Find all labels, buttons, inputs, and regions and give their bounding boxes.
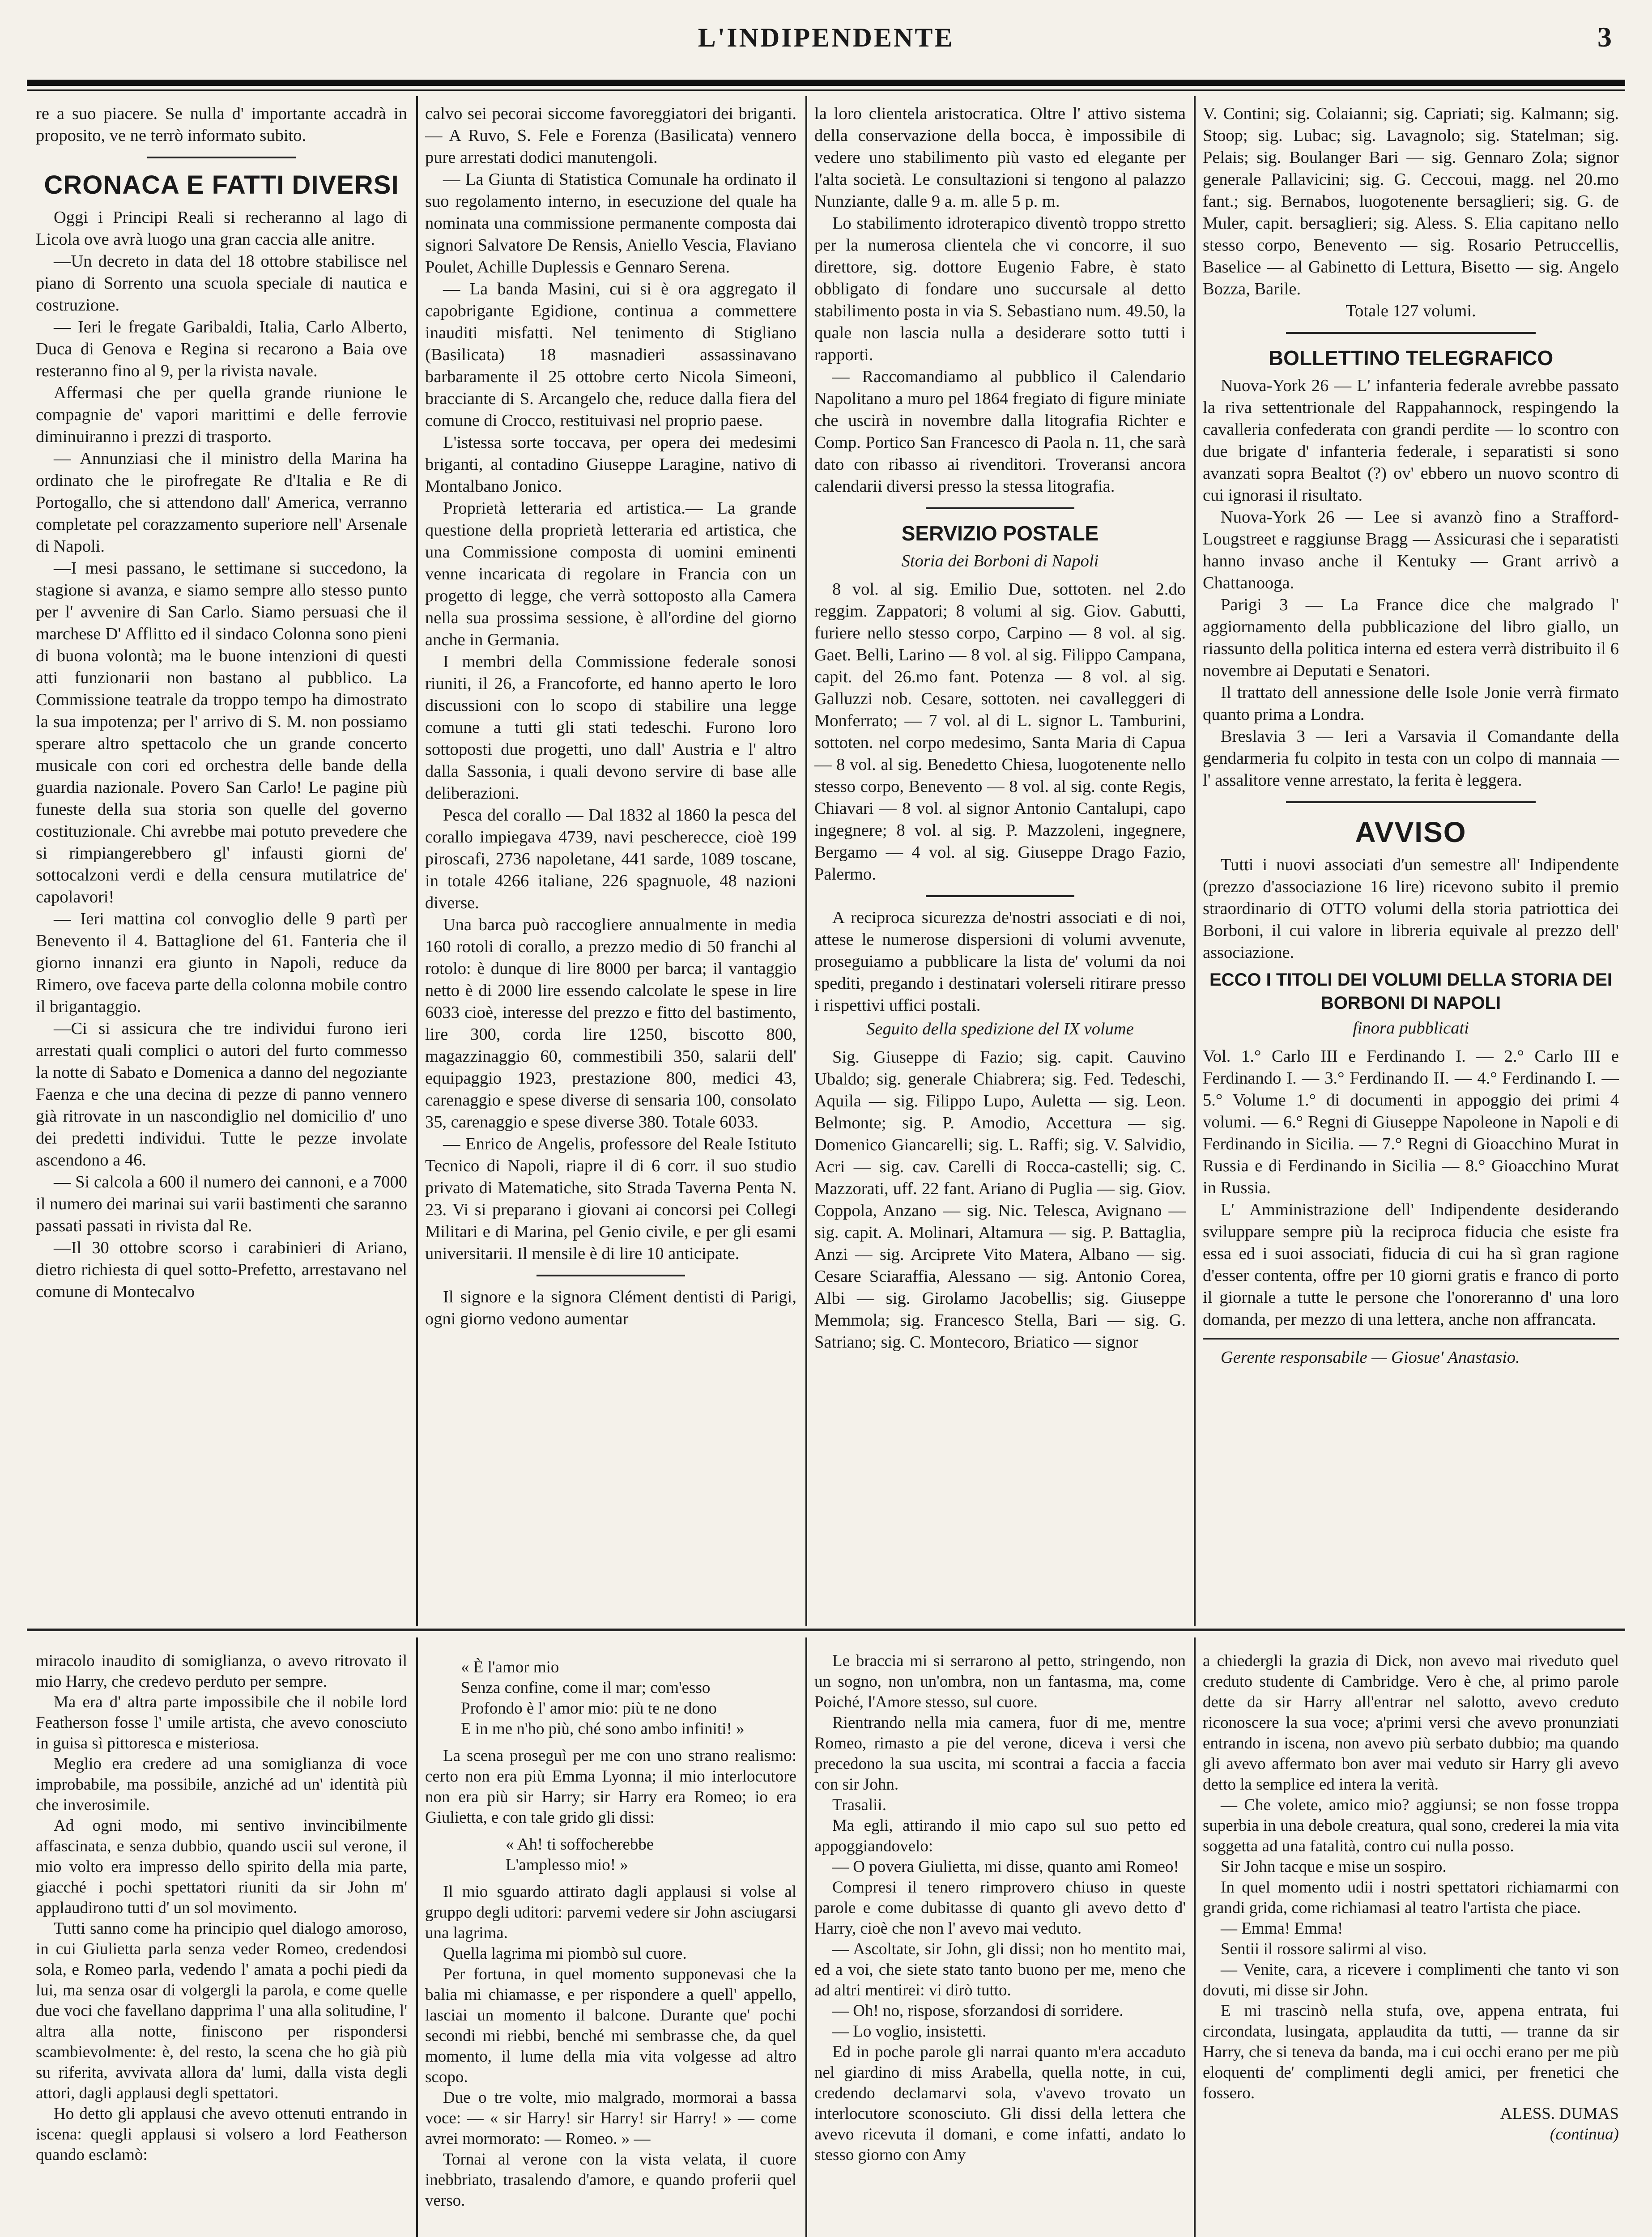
telegram-item: Il trattato dell annessione delle Isole Jonie verrà firmato quanto prima a Londra. (1203, 683, 1619, 724)
news-item: Lo stabilimento idroterapico diventò troppo stretto per la numerosa clientela che vi concorre, il suo direttore, sig. dottore Eugenio Fabre, è stato obbligato di fondare uno succursale al detto stabilimento posta in via S. Sebastiano num. 49.50, la quale non lascia nulla a desiderare sotto tutti i rapporti. (814, 214, 1186, 364)
administration-notice: L' Amministrazione dell' Indipendente desiderando sviluppare sempre più la reciproca fiducia che esiste fra essa ed i suoi associati, fiducia di cui ha sì gran ragione d'esser contenta, offre per 10 giorni gratis e franco di porto il giornale a tutte le persone che l'onoreranno d' una loro domanda, per mezzo di una lettera, anche non affrancata. (1203, 1200, 1619, 1329)
postal-list: Sig. Giuseppe di Fazio; sig. capit. Cauvino Ubaldo; sig. generale Chiabrera; sig. Fed. Tedeschi, Aquila — sig. Filippo Lupo, Auletta — sig. Leon. Belmonte; sig. P. Amodio, Accettura — sig. Domenico Giancarelli; sig. L. Raffi; sig. V. Salvidio, Acri — sig. cav. Carelli di Rocca-castelli; sig. C. Mazzorati, uff. 22 fant. Ariano di Puglia — sig. Giov. Coppola, Anzano — sig. Nic. Telesca, Avignano — sig. capit. A. Molinari, Altamura — sig. P. Battaglia, Anzi — sig. Arciprete Vito Matera, Albano — sig. Cesare Sciaraffia, Alessano — sig. Antonio Corea, Albi — sig. Girolamo Jacobellis; sig. Giuseppe Memmola; sig. Francesco Stella, Bari — sig. G. Satriano; sig. C. Montecoro, Briatico — signor (814, 1048, 1186, 1352)
news-item: Pesca del corallo — Dal 1832 al 1860 la pesca del corallo impiegava 4739, navi pescherecce, cioè 199 piroscafi, 2736 napoletane, 441 sarde, 1089 toscane, in totale 4266 italiane, 226 spagnuole, 48 nazioni diverse. (425, 806, 796, 912)
column-4 (1203, 103, 1619, 1624)
total-volumes: Totale 127 volumi. (1345, 302, 1476, 320)
story-paragraph: Ad ogni modo, mi sentivo invincibilmente affascinata, e senza dubbio, quando uscii sul verone, il mio volto era impresso dello spirito della mia parte, giacché i pochi spettatori riuniti da sir John m' applaudirono tutti d' un sol movimento. (36, 1816, 407, 1917)
masthead-rule (27, 80, 1625, 86)
news-item: Il signore e la signora Clément dentisti di Parigi, ogni giorno vedono aumentar (425, 1288, 796, 1328)
story-paragraph: Ma era d' altra parte impossibile che il nobile lord Featherson fosse l' umile artista, che avevo conosciuto in guisa sì pittoresca e misteriosa. (36, 1693, 407, 1752)
section-heading: CRONACA E FATTI DIVERSI (44, 170, 399, 200)
story-paragraph: Le braccia mi si serrarono al petto, stringendo, non un sogno, non un'ombra, non un fantasma, ma, come Poiché, l'Amore stesso, sul cuore. (814, 1652, 1186, 1711)
story-paragraph: Per fortuna, in quel momento supponevasi che la balia mi chiamasse, e per rispondere a quell' appello, lasciai un momento il balcone. Durante que' pochi secondi mi riebbi, benché mi sembrasse che, da quel momento, il lume della mia vita volgesse ad altro scopo. (425, 1965, 796, 2086)
separator (1286, 332, 1536, 334)
story-paragraph: Ho detto gli applausi che avevo ottenuti entrando in iscena: quegli applausi si volsero a lord Featherson quando esclamò: (36, 2105, 407, 2164)
news-item: — Enrico de Angelis, professore del Reale Istituto Tecnico di Napoli, riapre il di 6 corr. il suo studio privato di Matematiche, sito Strada Taverna Penta N. 23. Vi si preparano i giovani ai concorsi pei Collegi Militari e di Marina, pel Genio civile, e per gli esami universitarii. Il mensile è di lire 10 anticipate. (425, 1135, 796, 1263)
news-item: — Annunziasi che il ministro della Marina ha ordinato che le pirofregate Re d'Italia e Re di Portogallo, che si attendono dall' America, verranno completate pel corazzamento superiore nell' Arsenale di Napoli. (36, 449, 407, 556)
page-number: 3 (1597, 21, 1612, 53)
column-divider (1194, 96, 1196, 1626)
continued-note: (continua) (1550, 2125, 1619, 2143)
news-item: la loro clientela aristocratica. Oltre l' attivo sistema della conservazione della bocca, è impossibile di vedere uno stabilimento più vasto ed elegante per l'alta società. Le consultazioni si tengono al palazzo Nunziante, dalle 9 a. m. alle 5 p. m. (814, 104, 1186, 211)
section-heading: SERVIZIO POSTALE (901, 522, 1099, 545)
feuilleton-column-4 (1203, 1651, 1619, 2237)
news-item: — Raccomandiamo al pubblico il Calendario Napolitano a muro pel 1864 fregiato di figure miniate che uscirà in novembre dalla litografia Richter e Comp. Portico San Francesco di Paola n. 11, che sarà dato con ribasso ai rivenditori. Troveransi ancora calendarii diversi presso la stessa litografia. (814, 367, 1186, 496)
section-heading: BOLLETTINO TELEGRAFICO (1268, 346, 1554, 370)
newspaper-title: L'INDIPENDENTE (698, 23, 954, 52)
verse-block (506, 1834, 796, 1876)
story-paragraph: Meglio era credere ad una somiglianza di voce improbabile, ma possibile, anziché ad un' identità più che inverosimile. (36, 1755, 407, 1814)
feuilleton-column-3 (814, 1651, 1186, 2237)
story-paragraph: Rientrando nella mia camera, fuor di me, mentre Romeo, rimasto a pie del verone, diceva i versi che precedono la sua uscita, mi scontrai a faccia a faccia con sir John. (814, 1714, 1186, 1794)
story-paragraph: Sentii il rossore salirmi al viso. (1221, 1940, 1427, 1958)
notice-text: Tutti i nuovi associati d'un semestre all' Indipendente (prezzo d'associazione 16 lire) ricevono subito il premio straordinario di OTTO volumi della storia patriottica dei Borboni, il cui valore in libreria equivale al prezzo dell' associazione. (1203, 855, 1619, 962)
story-paragraph: La scena proseguì per me con uno strano realismo: certo non era più Emma Lyonna; il mio interlocutore non era più sir Harry; sir Harry era Romeo; io era Giulietta, e con tale grido gli dissi: (425, 1747, 796, 1827)
news-item: I membri della Commissione federale sonosi riuniti, il 26, a Francoforte, ed hanno aperto le loro discussioni con lo scopo di stabilire una legge comune a tutti gli stati tedeschi. Furono loro sottoposti due progetti, uno dall' Austria e l' altro dalla Sassonia, i quali devono servire di base alle deliberazioni. (425, 652, 796, 803)
separator (1203, 1338, 1619, 1340)
news-item: Oggi i Principi Reali si recheranno al lago di Licola ove avrà luogo una gran caccia alle anitre. (36, 208, 407, 249)
story-paragraph: — Lo voglio, insistetti. (832, 2022, 987, 2041)
story-paragraph: E mi trascinò nella stufa, ove, appena entrata, fui circondata, lusingata, applaudita da tutti, — tranne da sir Harry, che si teneva da banda, ma i cui occhi erano per me più eloquenti de' complimenti degli amici, per frenetici che fossero. (1203, 2002, 1619, 2102)
section-subheading: Storia dei Borboni di Napoli (901, 552, 1099, 570)
story-paragraph: — Venite, cara, a ricevere i complimenti che tanto vi son dovuti, mi disse sir John. (1203, 1961, 1619, 1999)
feuilleton-rule (27, 1629, 1625, 1631)
separator (1286, 801, 1536, 803)
masthead (27, 9, 1625, 76)
notice-heading: AVVISO (1355, 816, 1467, 848)
news-item: —Ci si assicura che tre individui furono ieri arrestati quali complici o autori del furto commesso la notte di Sabato e Domenica a danno del negoziante Faenza e che una decina di pezze di panno vennero già ritrovate in un nascondiglio nel domicilio d' uno dei predetti individui. Tutte le pezze involate ascendono a 46. (36, 1019, 407, 1170)
story-paragraph: Il mio sguardo attirato dagli applausi si volse al gruppo degli uditori: parvemi vedere sir John asciugarsi una lagrima. (425, 1883, 796, 1942)
verse-line: « È l'amor mio (461, 1658, 559, 1676)
titles-heading: ECCO I TITOLI DEI VOLUMI DELLA STORIA DEI BORBONI DI NAPOLI (1209, 970, 1613, 1013)
story-paragraph: Sir John tacque e mise un sospiro. (1221, 1858, 1447, 1876)
story-paragraph: Quella lagrima mi piombò sul cuore. (443, 1944, 687, 1963)
news-item: —I mesi passano, le settimane si succedono, la stagione si avanza, e siamo sempre allo stesso punto per l' avvenire di San Carlo. Siamo persuasi che il marchese D' Afflitto ed il sindaco Colonna sono pieni di buona volontà; ma le buone intenzioni di questi atti funzionarii non bastano al pubblico. La Commissione teatrale da troppo tempo ha dimostrato la sua impotenza; per l' arrivo di S. M. non possiamo sperare altro spettacolo che un grande concerto musicale con cori ed orchestra delle bande della guardia nazionale. Povero San Carlo! Le pagine più funeste della sua storia son quelle del governo costituzionale. Chi avrebbe mai potuto prevedere che si rimpiangerebbero gl' infausti giorni de' sottocalzoni verdi e della censura mutilatrice de' capolavori! (36, 559, 407, 906)
managing-editor: Gerente responsabile — Giosue' Anastasio. (1221, 1348, 1520, 1367)
intro-paragraph: re a suo piacere. Se nulla d' importante accadrà in proposito, ve ne terrò informato subito. (36, 104, 407, 145)
verse-line: « Ah! ti soffocherebbe (506, 1835, 654, 1854)
postal-list: V. Contini; sig. Colaianni; sig. Capriati; sig. Kalmann; sig. Stoop; sig. Lubac; sig. Lavagnolo; sig. Statelman; sig. Pelais; sig. Boulanger Bari — sig. Gennaro Zola; signor generale Pallavicini; sig. G. Ceccoui, magg. nel 20.mo fant.; sig. Bernabos, luogotenente bersaglieri; sig. G. de Muler, capit. bersaglieri; sig. Aless. S. Elia capitano nello stesso corpo, Benevento — sig. Rosario Petruccellis, Baselice — al Gabinetto di Lettura, Bisetto — sig. Angelo Bozza, Barile. (1203, 104, 1619, 298)
verse-line: L'amplesso mio! » (506, 1856, 628, 1874)
verse-line: E in me n'ho più, ché sono ambo infiniti! » (461, 1720, 745, 1738)
postal-list: 8 vol. al sig. Emilio Due, sottoten. nel 2.do reggim. Zappatori; 8 volumi al sig. Giov. Gabutti, furiere nello stesso corpo, Carpino — 8 vol. al sig. Gaet. Belli, Larino — 8 vol. al sig. Filippo Campana, capit. del 26.mo fant. Potenza — 8 vol. al sig. Galluzzi nob. Cesare, sottoten. nei cavalleggeri di Monferrato; — 7 vol. al di L. signor L. Tamburini, sottoten. nel corpo medesimo, Santa Maria di Capua — 8 vol. al sig. Benedetto Chiesa, luogotenente nello stesso corpo, Benevento — 8 vol. al sig. conte Regis, Chiavari — 8 vol. al signor Antonio Cantalupi, capo ingegnere; 8 vol. al sig. P. Mazzoleni, ingegnere, Bergamo — 4 vol. al sig. Giuseppe Drago Fazio, Palermo. (814, 580, 1186, 884)
verse-line: Profondo è l' amor mio: più te ne dono (461, 1699, 717, 1718)
verse-block (461, 1657, 796, 1739)
news-item: A reciproca sicurezza de'nostri associati e di noi, attese le numerose dispersioni di volumi avvenute, proseguiamo a pubblicare la lista de' volumi da noi spediti, pregando i destinatari volerseli ritirare presso i rispettivi uffici postali. (814, 908, 1186, 1015)
column-divider (805, 1637, 807, 2237)
feuilleton-column-2 (425, 1651, 796, 2237)
telegram-item: Nuova-York 26 — L' infanteria federale avrebbe passato la riva settentrionale del Rappahannock, respingendo la cavalleria confederata con grandi perdite — lo scontro con due brigate d' infanteria federale, i separatisti si sono avanzati sopra Bealtot (?) ov' ebbero un nuovo scontro di cui ignorasi il risultato. (1203, 376, 1619, 505)
telegram-item: Nuova-York 26 — Lee si avanzò fino a Strafford-Lougstreet e raggiunse Bragg — Assicurasi che i separatisti hanno invaso anche il Kentuky — Grant arrivò a Chattanooga. (1203, 508, 1619, 592)
story-paragraph: Ed in poche parole gli narrai quanto m'era accaduto nel giardino di miss Arabella, quella notte, in cui, credendo declamarvi sola, v'avevo trovato un interlocutore sconosciuto. Gli dissi della lettera che avevo ricevuta il domani, e come infatti, andato lo stesso giorno con Amy (814, 2043, 1186, 2164)
news-item: Affermasi che per quella grande riunione le compagnie de' vapori marittimi e delle ferrovie diminuiranno i prezzi di trasporto. (36, 383, 407, 446)
story-paragraph: miracolo inaudito di somiglianza, o avevo ritrovato il mio Harry, che credevo perduto per sempre. (36, 1652, 407, 1691)
titles-list: Vol. 1.° Carlo III e Ferdinando I. — 2.° Carlo III e Ferdinando I. — 3.° Ferdinando II. — 4.° Ferdinando I. — 5.° Volume 1.° di documenti in appoggio dei primi 4 volumi. — 6.° Regni di Giuseppe Napoleone in Napoli e di Ferdinando in Sicilia. — 7.° Regni di Gioacchino Murat in Russia e di Ferdinando in Sicilia — 8.° Gioacchino Murat in Russia. (1203, 1047, 1619, 1197)
column-1 (36, 103, 407, 1624)
news-item: — Ieri le fregate Garibaldi, Italia, Carlo Alberto, Duca di Genova e Regina si recarono a Baia ove resteranno fino al 9, per la rivista navale. (36, 318, 407, 380)
news-item: calvo sei pecorai siccome favoreggiatori dei briganti. — A Ruvo, S. Fele e Forenza (Basilicata) vennero pure arrestati dodici manutengoli. (425, 104, 796, 167)
news-item: — La banda Masini, cui si è ora aggregato il capobrigante Egidione, continua a commettere inauditi misfatti. Nel tenimento di Stigliano (Basilicata) 18 masnadieri assassinavano barbaramente il 25 ottobre certo Nicola Simeoni, bracciante di S. Arcangelo che, reduce dalla fiera del comune di Crocco, restituivasi nel proprio paese. (425, 280, 796, 430)
column-divider (416, 1637, 418, 2237)
story-paragraph: — Ascoltate, sir John, gli dissi; non ho mentito mai, ed a voi, che siete stato tanto buono per me, meno che ad altri mentirei: vi dirò tutto. (814, 1940, 1186, 1999)
story-paragraph: In quel momento udii i nostri spettatori richiamarmi con grandi grida, come richiamasi al teatro l'artista che piace. (1203, 1878, 1619, 1917)
story-paragraph: — O povera Giulietta, mi disse, quanto ami Romeo! (832, 1858, 1179, 1876)
news-item: —Un decreto in data del 18 ottobre stabilisce nel piano di Sorrento una scuola speciale di nautica e costruzione. (36, 252, 407, 315)
story-paragraph: Tornai al verone con la vista velata, il cuore inebbriato, trasalendo d'amore, e quando proferii quel verso. (425, 2150, 796, 2210)
column-divider (805, 96, 807, 1626)
story-paragraph: — Emma! Emma! (1221, 1919, 1343, 1938)
telegram-item: Parigi 3 — La France dice che malgrado l' aggiornamento della pubblicazione del libro giallo, un riassunto della politica interna ed estera verrà distribuito il 6 novembre ai Deputati e Senatori. (1203, 595, 1619, 680)
separator (926, 507, 1074, 509)
separator (536, 1275, 685, 1276)
news-item: — Si calcola a 600 il numero dei cannoni, e a 7000 il numero dei marinai sui varii bastimenti che saranno passati passati in rivista dal Re. (36, 1173, 407, 1235)
column-3 (814, 103, 1186, 1624)
story-paragraph: — Oh! no, rispose, sforzandosi di sorridere. (832, 2002, 1124, 2020)
story-paragraph: — Che volete, amico mio? aggiunsi; se non fosse troppa superbia in una debole creatura, qual sono, crederei la mia vita soggetta ad una fatalità, contro cui nulla posso. (1203, 1796, 1619, 1855)
masthead-rule-thin (27, 89, 1625, 91)
story-paragraph: a chiedergli la grazia di Dick, non avevo mai riveduto quel creduto studente di Cambridge. Vero è che, al primo parole dette da sir Harry all'entrar nel salotto, avevo creduto riconoscere la sua voce; a'primi versi che avevo pronunziati entrando in iscena, non avevo più serbato dubbio; ma quando gli avevo affermato bon aver mai veduto sir Harry gli avevo detto la semplice ed intera la verità. (1203, 1652, 1619, 1794)
news-item: Una barca può raccogliere annualmente in media 160 rotoli di corallo, a prezzo medio di 50 franchi al rotolo: è dunque di lire 8000 per barca; il vantaggio netto è di 2000 lire essendo calcolate le spese in lire 6033 cioè, interesse del prezzo e fitto del bastimento, lire 300, corda lire 1250, biscotto 800, magazzinaggio 60, commestibili 350, salarii dell' equipaggio 1923, prestazione 800, medici 43, carenaggio e spese diverse di sensaria 100, consolato 35, carenaggio e spese diverse 380. Totale 6033. (425, 915, 796, 1131)
column-divider (416, 96, 418, 1626)
author-signature: ALESS. DUMAS (1500, 2105, 1619, 2123)
verse-line: Senza confine, come il mar; com'esso (461, 1679, 711, 1697)
story-paragraph: Trasalii. (832, 1796, 886, 1814)
news-item: — Ieri mattina col convoglio delle 9 partì per Benevento il 4. Battaglione del 61. Fanteria che il giorno innanzi era giunto in Napoli, reduce da Rimero, ove faceva parte della colonna mobile contro il brigantaggio. (36, 910, 407, 1016)
story-paragraph: Due o tre volte, mio malgrado, mormorai a bassa voce: — « sir Harry! sir Harry! sir Harry! » — come avrei mormorato: — Romeo. » — (425, 2088, 796, 2148)
feuilleton-column-1 (36, 1651, 407, 2237)
story-paragraph: Compresi il tenero rimprovero chiuso in queste parole e come dubitasse di quanto gli avevo detto d' Harry, cioè che non l' avevo mai veduto. (814, 1878, 1186, 1938)
news-item: Proprietà letteraria ed artistica.— La grande questione della proprietà letteraria ed artistica, che una Commissione composta di uomini eminenti venne incaricata di regolare in Francia con un progetto di legge, che verrà sottoposto alla Camera nella sua prossima sessione, è all'ordine del giorno anche in Germania. (425, 499, 796, 649)
separator (926, 895, 1074, 897)
story-paragraph: Tutti sanno come ha principio quel dialogo amoroso, in cui Giulietta parla senza veder Romeo, credendosi sola, e Romeo parla, vedendo l' amata a pochi piedi da lui, ma senza osar di volgergli la parola, e come quelle due voci che favellano dapprima l' una alla solitudine, l' altra alla notte, finiscono per rispondersi scambievolmente: è, del resto, la scena che ho già più su riferita, avvivata allora da' lumi, dalla vista degli attori, dagli applausi degli spettatori. (36, 1919, 407, 2102)
section-subheading: Seguito della spedizione del IX volume (866, 1020, 1134, 1038)
separator (147, 157, 296, 158)
story-paragraph: Ma egli, attirando il mio capo sul suo petto ed appoggiandovelo: (814, 1816, 1186, 1855)
titles-subheading: finora pubblicati (1353, 1019, 1469, 1038)
news-item: —Il 30 ottobre scorso i carabinieri di Ariano, dietro richiesta di quel sotto-Prefetto, arrestavano nel comune di Montecalvo (36, 1238, 407, 1301)
news-item: — La Giunta di Statistica Comunale ha ordinato il suo regolamento interno, in esecuzione del quale ha nominata una commissione permanente composta dai signori Salvatore De Rensis, Aniello Vescia, Flaviano Poulet, Achille Duplessis e Gennaro Serena. (425, 170, 796, 276)
column-divider (1194, 1637, 1196, 2237)
news-item: L'istessa sorte toccava, per opera dei medesimi briganti, al contadino Giuseppe Laragine, nativo di Montalbano Jonico. (425, 433, 796, 496)
telegram-item: Breslavia 3 — Ieri a Varsavia il Comandante della gendarmeria fu colpito in testa con un colpo di mannaia — l' assalitore venne arrestato, la ferita è leggera. (1203, 727, 1619, 790)
column-2 (425, 103, 796, 1624)
